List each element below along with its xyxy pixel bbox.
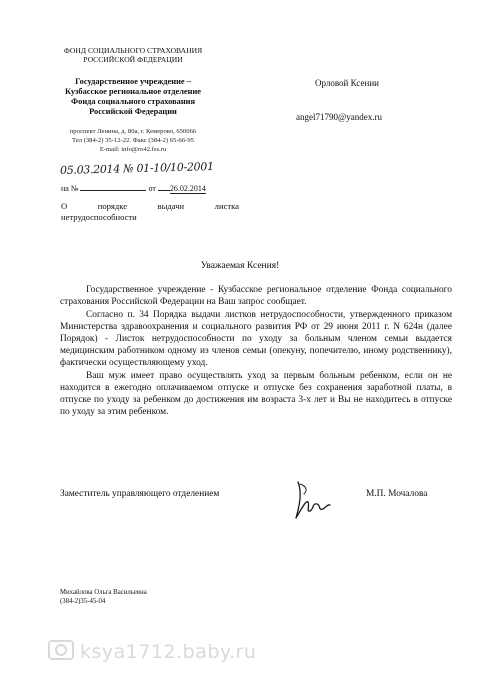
executor-name: Михайлова Ольга Васильевна xyxy=(60,589,147,596)
watermark-text: ksya1712.baby.ru xyxy=(80,641,257,663)
reference-number-line xyxy=(61,182,245,194)
fund-name xyxy=(28,46,238,64)
address-line: проспект Ленина, д. 80а, г. Кемерово, 650066 xyxy=(69,128,197,135)
institution-name xyxy=(28,77,238,117)
institution-line: Фонда социального страхования xyxy=(70,97,196,106)
from-label: от xyxy=(148,184,156,193)
subject-line: нетрудоспособности xyxy=(61,212,137,222)
address-line: Тел (384-2) 35-12-22. Факс (384-2) 65-66-95 xyxy=(72,137,194,144)
handwritten-reference: 05.03.2014 № 01-10/10-2001 xyxy=(59,159,214,178)
number-blank xyxy=(80,182,146,191)
letter-body xyxy=(60,284,452,418)
handwritten-signature xyxy=(288,478,334,522)
signatory-name: М.П. Мочалова xyxy=(366,489,428,499)
watermark xyxy=(48,640,256,663)
institution-line: Кузбасское региональное отделение xyxy=(65,87,201,96)
reference-date: 26.02.2014 xyxy=(169,184,206,193)
camera-icon xyxy=(48,640,74,660)
executor-info xyxy=(60,588,147,606)
recipient-email: angel71790@yandex.ru xyxy=(296,112,383,122)
no-label: на № xyxy=(61,184,79,193)
institution-line: Государственное учреждение – xyxy=(75,77,191,86)
body-paragraph: Согласно п. 34 Порядка выдачи листков нетрудоспособности, утвержденного приказом Министерства здравоохранения и социального развития РФ от 29 июня 2011 г. N 624н (далее Порядок) - Листок нетрудоспособности по уходу за больным членом семьи выдается медицинским работником одному из членов семьи (опекуну, попечителю, иному родственнику), фактически осуществляющему уход. xyxy=(60,310,452,368)
executor-phone: (384-2)35-45-04 xyxy=(60,598,106,605)
institution-address xyxy=(28,127,238,154)
institution-line: Российской Федерации xyxy=(89,107,177,116)
fund-name-line: РОССИЙСКОЙ ФЕДЕРАЦИИ xyxy=(83,55,183,64)
address-line: E-mail: info@ro42.fss.ru xyxy=(99,146,167,153)
greeting: Уважаемая Ксения! xyxy=(200,261,280,271)
subject-line: О порядке выдачи листка xyxy=(61,201,239,211)
letter-subject xyxy=(61,201,239,223)
date-blank xyxy=(158,182,170,191)
body-paragraph: Ваш муж имеет право осуществлять уход за первым больным ребенком, если он не находится в ежегодно оплачиваемом отпуске и отпуске без сохранения заработной платы, в отпуске по уходу за ребенком до достижения им возраста 3-х лет и Вы не находитесь в отпуске по уходу за этим ребенком. xyxy=(60,371,452,417)
body-paragraph: Государственное учреждение - Кузбасское региональное отделение Фонда социального страхования Российской Федерации на Ваш запрос сообщает. xyxy=(60,285,452,307)
signatory-title: Заместитель управляющего отделением xyxy=(60,489,220,499)
recipient-name: Орловой Ксении xyxy=(315,78,379,88)
fund-name-line: ФОНД СОЦИАЛЬНОГО СТРАХОВАНИЯ xyxy=(63,46,203,55)
